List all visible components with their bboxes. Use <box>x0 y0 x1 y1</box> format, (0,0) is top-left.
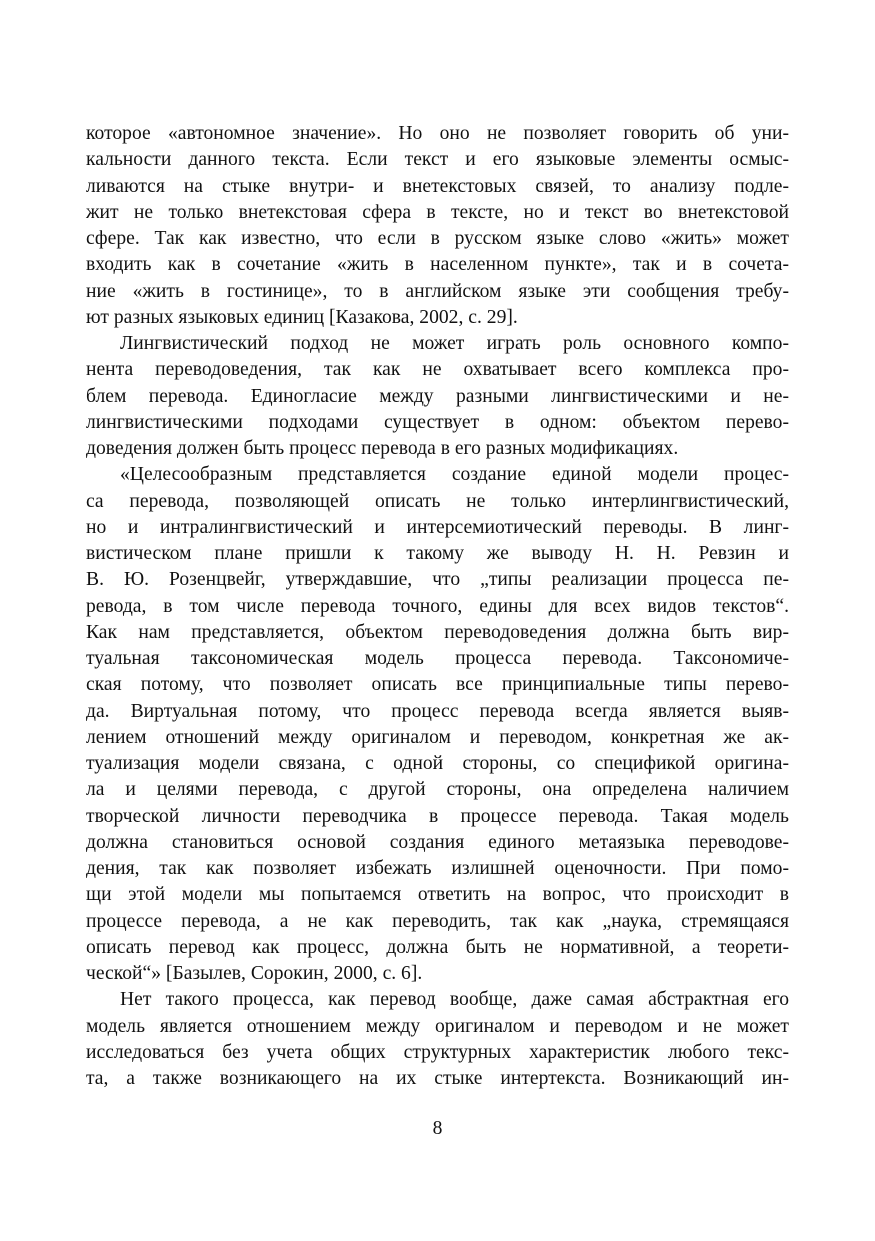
text-line: да. Виртуальная потому, что процесс перевода всегда является выяв- <box>86 700 789 722</box>
paragraph <box>86 462 789 987</box>
paragraph <box>86 987 789 1092</box>
text-line: но и интралингвистический и интерсемиотический переводы. В линг- <box>86 516 789 538</box>
text-line: вистическом плане пришли к такому же выводу Н. Н. Ревзин и <box>86 543 789 564</box>
text-line: «Целесообразным представляется создание единой модели процес- <box>120 464 789 486</box>
text-line: лением отношений между оригиналом и переводом, конкретная же ак- <box>86 726 789 748</box>
text-line: туализация модели связана, с одной стороны, со спецификой оригина- <box>86 753 789 774</box>
text-line: исследоваться без учета общих структурных характеристик любого текс- <box>86 1041 789 1063</box>
text-line: са перевода, позволяющей описать не только интерлингвистический, <box>86 490 789 512</box>
text-line: ская потому, что позволяет описать все принципиальные типы перево- <box>86 674 789 696</box>
text-line: которое «автономное значение». Но оно не позволяет говорить об уни- <box>86 123 789 144</box>
text-line: ют разных языковых единиц [Казакова, 2002, с. 29]. <box>86 306 518 328</box>
text-line: ревода, в том числе перевода точного, едины для всех видов текстов“. <box>86 595 789 617</box>
text-line: должна становиться основой создания единого метаязыка переводове- <box>86 831 789 853</box>
text-line: ливаются на стыке внутри- и внетекстовых связей, то анализу подле- <box>86 175 789 197</box>
text-line: доведения должен быть процесс перевода в его разных модификациях. <box>86 438 679 459</box>
text-line: туальная таксономическая модель процесса перевода. Таксономиче- <box>86 648 789 669</box>
text-line: ние «жить в гостинице», то в английском языке эти сообщения требу- <box>86 280 789 302</box>
page-body <box>86 121 789 1092</box>
text-line: ла и целями перевода, с другой стороны, она определена наличием <box>86 779 789 801</box>
text-line: нента переводоведения, так как не охватывает всего комплекса про- <box>86 359 789 381</box>
text-line: процессе перевода, а не как переводить, так как „наука, стремящаяся <box>86 910 789 932</box>
text-line: та, а также возникающего на их стыке интертекста. Возникающий ин- <box>86 1068 789 1089</box>
text-line: Лингвистический подход не может играть роль основного компо- <box>120 333 789 354</box>
text-line: В. Ю. Розенцвейг, утверждавшие, что „типы реализации процесса пе- <box>86 569 789 591</box>
text-line: дения, так как позволяет избежать излишней оценочности. При помо- <box>86 858 789 879</box>
text-line: жит не только внетекстовая сфера в тексте, но и текст во внетекстовой <box>86 201 789 223</box>
paragraph <box>86 331 789 462</box>
text-line: Нет такого процесса, как перевод вообще, даже самая абстрактная его <box>120 989 789 1011</box>
text-line: сфере. Так как известно, что если в русском языке слово «жить» может <box>86 228 789 249</box>
text-line: лингвистическими подходами существует в одном: объектом перево- <box>86 411 789 433</box>
text-line: входить как в сочетание «жить в населенном пункте», так и в сочета- <box>86 254 789 276</box>
paragraph <box>86 121 789 331</box>
text-line: модель является отношением между оригиналом и переводом и не может <box>86 1015 789 1037</box>
text-line: щи этой модели мы попытаемся ответить на вопрос, что происходит в <box>86 884 789 906</box>
text-line: творческой личности переводчика в процессе перевода. Такая модель <box>86 805 789 827</box>
text-line: блем перевода. Единогласие между разными лингвистическими и не- <box>86 385 789 407</box>
text-line: Как нам представляется, объектом переводоведения должна быть вир- <box>86 621 789 643</box>
page-number: 8 <box>432 1118 443 1139</box>
text-line: кальности данного текста. Если текст и его языковые элементы осмыс- <box>86 149 789 171</box>
text-line: описать перевод как процесс, должна быть не нормативной, а теорети- <box>86 936 789 958</box>
text-line: ческой“» [Базылев, Сорокин, 2000, с. 6]. <box>86 963 423 984</box>
